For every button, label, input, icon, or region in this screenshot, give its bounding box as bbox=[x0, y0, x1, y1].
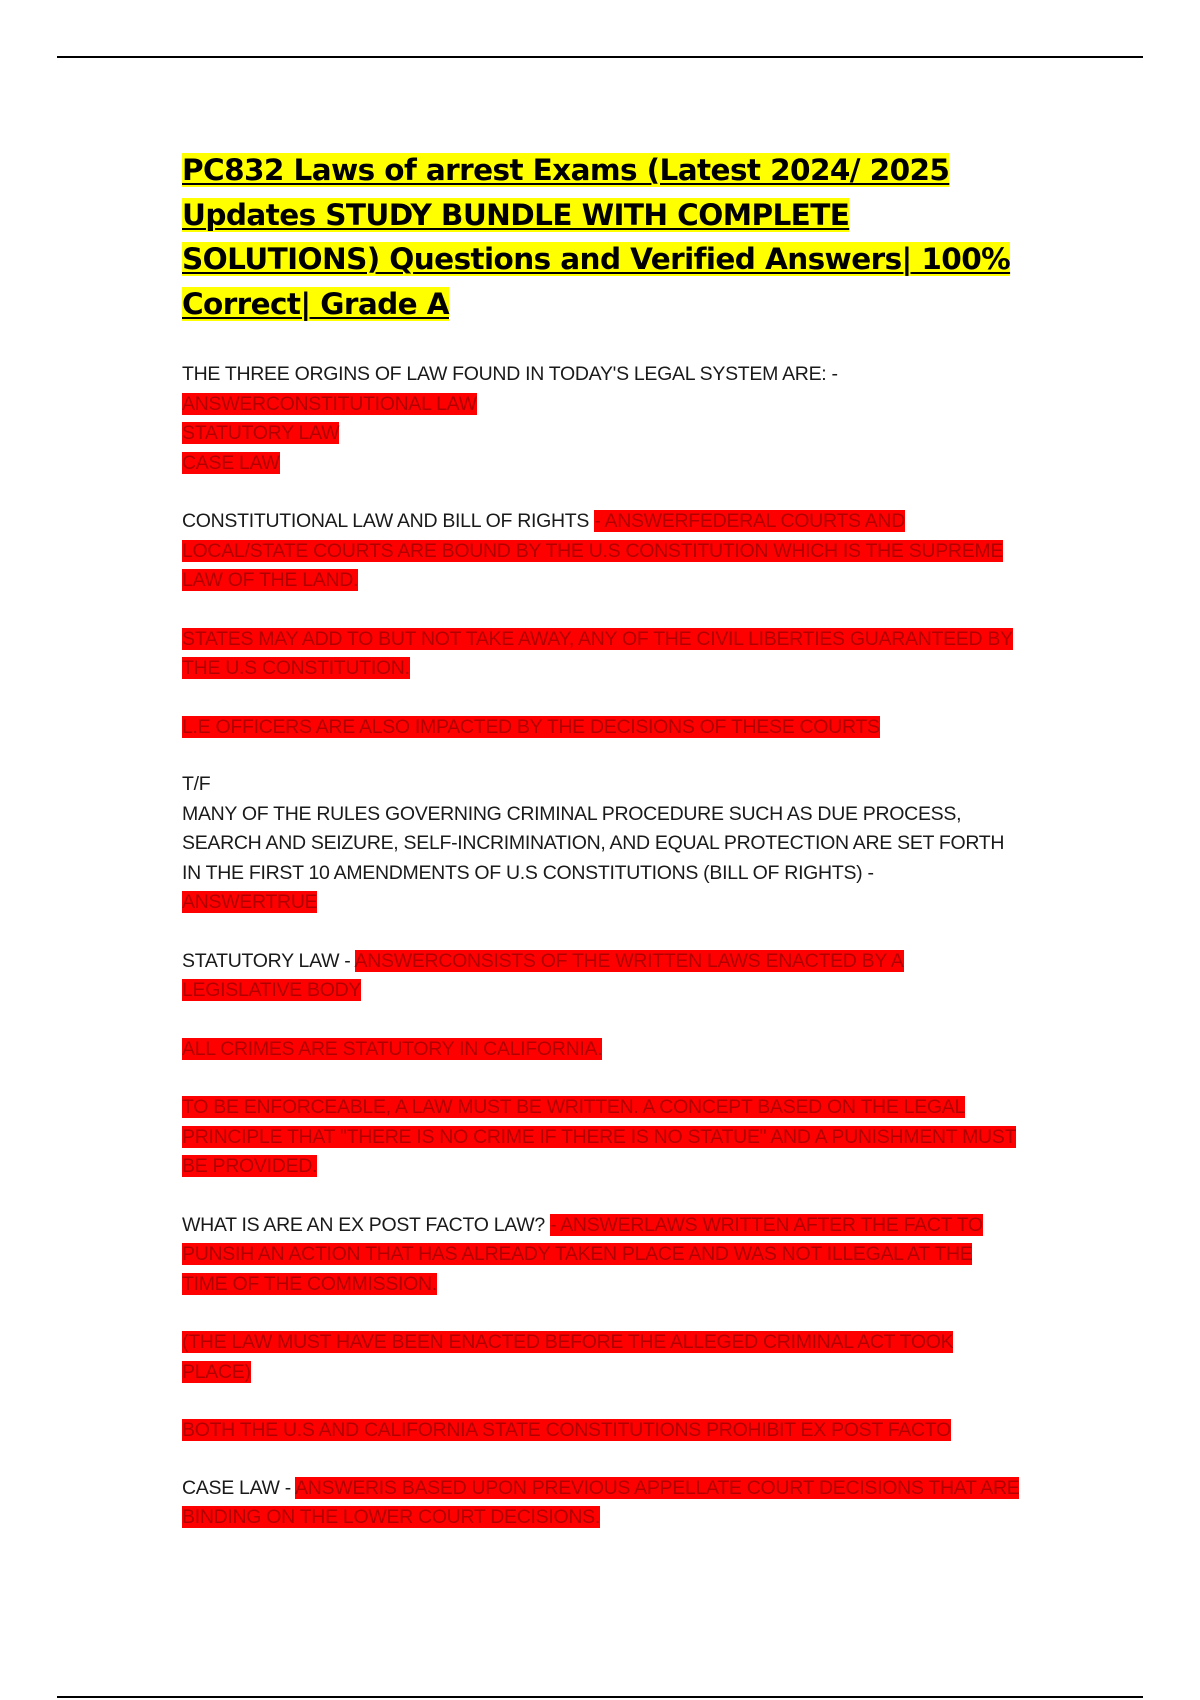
answer-text: - ANSWERLAWS WRITTEN AFTER THE FACT TO PUNSIH AN ACTION THAT HAS ALREADY TAKEN PLACE AND WAS NOT ILLEGAL AT THE TIME OF THE COMMISSION. bbox=[182, 1213, 983, 1295]
answer-text: ANSWERIS BASED UPON PREVIOUS APPELLATE COURT DECISIONS THAT ARE BINDING ON THE LOWER COURT DECISIONS. bbox=[182, 1476, 1020, 1528]
question-text: CASE LAW - bbox=[182, 1476, 296, 1499]
answer-text: CASE LAW bbox=[182, 451, 280, 474]
document-body bbox=[182, 148, 1022, 1562]
answer-text: ALL CRIMES ARE STATUTORY IN CALIFORNIA. bbox=[182, 1037, 603, 1060]
qa-item-constitutional-law bbox=[182, 507, 1022, 596]
qa-item-case-law bbox=[182, 1474, 1022, 1533]
question-text: CONSTITUTIONAL LAW AND BILL OF RIGHTS bbox=[182, 510, 595, 532]
qa-item-ex-post-facto bbox=[182, 1211, 1022, 1300]
qa-item-enacted-before bbox=[182, 1328, 1022, 1387]
answer-text: STATES MAY ADD TO BUT NOT TAKE AWAY, ANY OF THE CIVIL LIBERTIES GUARANTEED BY THE U.S CONSTITUTION. bbox=[182, 627, 1013, 679]
qa-item-statutory-law bbox=[182, 947, 1022, 1006]
qa-item-prohibit bbox=[182, 1416, 1022, 1446]
qa-item-civil-liberties bbox=[182, 625, 1022, 684]
question-label: T/F bbox=[182, 773, 211, 795]
footer-rule bbox=[57, 1696, 1143, 1698]
question-text: THE THREE ORGINS OF LAW FOUND IN TODAY'S LEGAL SYSTEM ARE: - bbox=[182, 363, 838, 385]
qa-item-crimes-statutory bbox=[182, 1035, 1022, 1065]
header-rule bbox=[57, 56, 1143, 58]
answer-text: ANSWERCONSISTS OF THE WRITTEN LAWS ENACTED BY A LEGISLATIVE BODY bbox=[182, 949, 904, 1001]
qa-item-le-officers bbox=[182, 713, 1022, 743]
document-title-text: PC832 Laws of arrest Exams (Latest 2024/ 2025 Updates STUDY BUNDLE WITH COMPLETE SOLUTIONS) Questions and Verified Answers| 100% Correct| Grade A bbox=[182, 153, 1011, 321]
answer-text: L.E OFFICERS ARE ALSO IMPACTED BY THE DECISIONS OF THESE COURTS bbox=[182, 715, 880, 738]
question-text: WHAT IS ARE AN EX POST FACTO LAW? bbox=[182, 1213, 550, 1236]
answer-text: - ANSWERFEDERAL COURTS AND LOCAL/STATE COURTS ARE BOUND BY THE U.S CONSTITUTION WHICH IS THE SUPREME LAW OF THE LAND. bbox=[182, 510, 1004, 591]
answer-text: ANSWERTRUE bbox=[182, 891, 318, 913]
answer-text: ANSWERCONSTITUTIONAL LAW bbox=[182, 392, 477, 415]
question-text: MANY OF THE RULES GOVERNING CRIMINAL PROCEDURE SUCH AS DUE PROCESS, SEARCH AND SEIZURE, SELF-INCRIMINATION, AND EQUAL PROTECTION ARE SET FORTH IN THE FIRST 10 AMENDMENTS OF U.S CONSTITUTIONS (BILL OF RIGHTS) - bbox=[182, 802, 1005, 884]
qa-item-enforceable bbox=[182, 1093, 1022, 1182]
qa-item-true-false bbox=[182, 770, 1022, 918]
answer-text: STATUTORY LAW bbox=[182, 422, 340, 444]
question-text: STATUTORY LAW - bbox=[182, 949, 355, 972]
answer-text: (THE LAW MUST HAVE BEEN ENACTED BEFORE THE ALLEGED CRIMINAL ACT TOOK PLACE) bbox=[182, 1331, 954, 1383]
qa-item-law-origins bbox=[182, 360, 1022, 478]
document-title bbox=[182, 148, 1022, 326]
answer-text: TO BE ENFORCEABLE, A LAW MUST BE WRITTEN. A CONCEPT BASED ON THE LEGAL PRINCIPLE THAT "THERE IS NO CRIME IF THERE IS NO STATUE" AND A PUNISHMENT MUST BE PROVIDED. bbox=[182, 1096, 1017, 1177]
answer-text: BOTH THE U.S AND CALIFORNIA STATE CONSTITUTIONS PROHIBIT EX POST FACTO bbox=[182, 1419, 951, 1441]
